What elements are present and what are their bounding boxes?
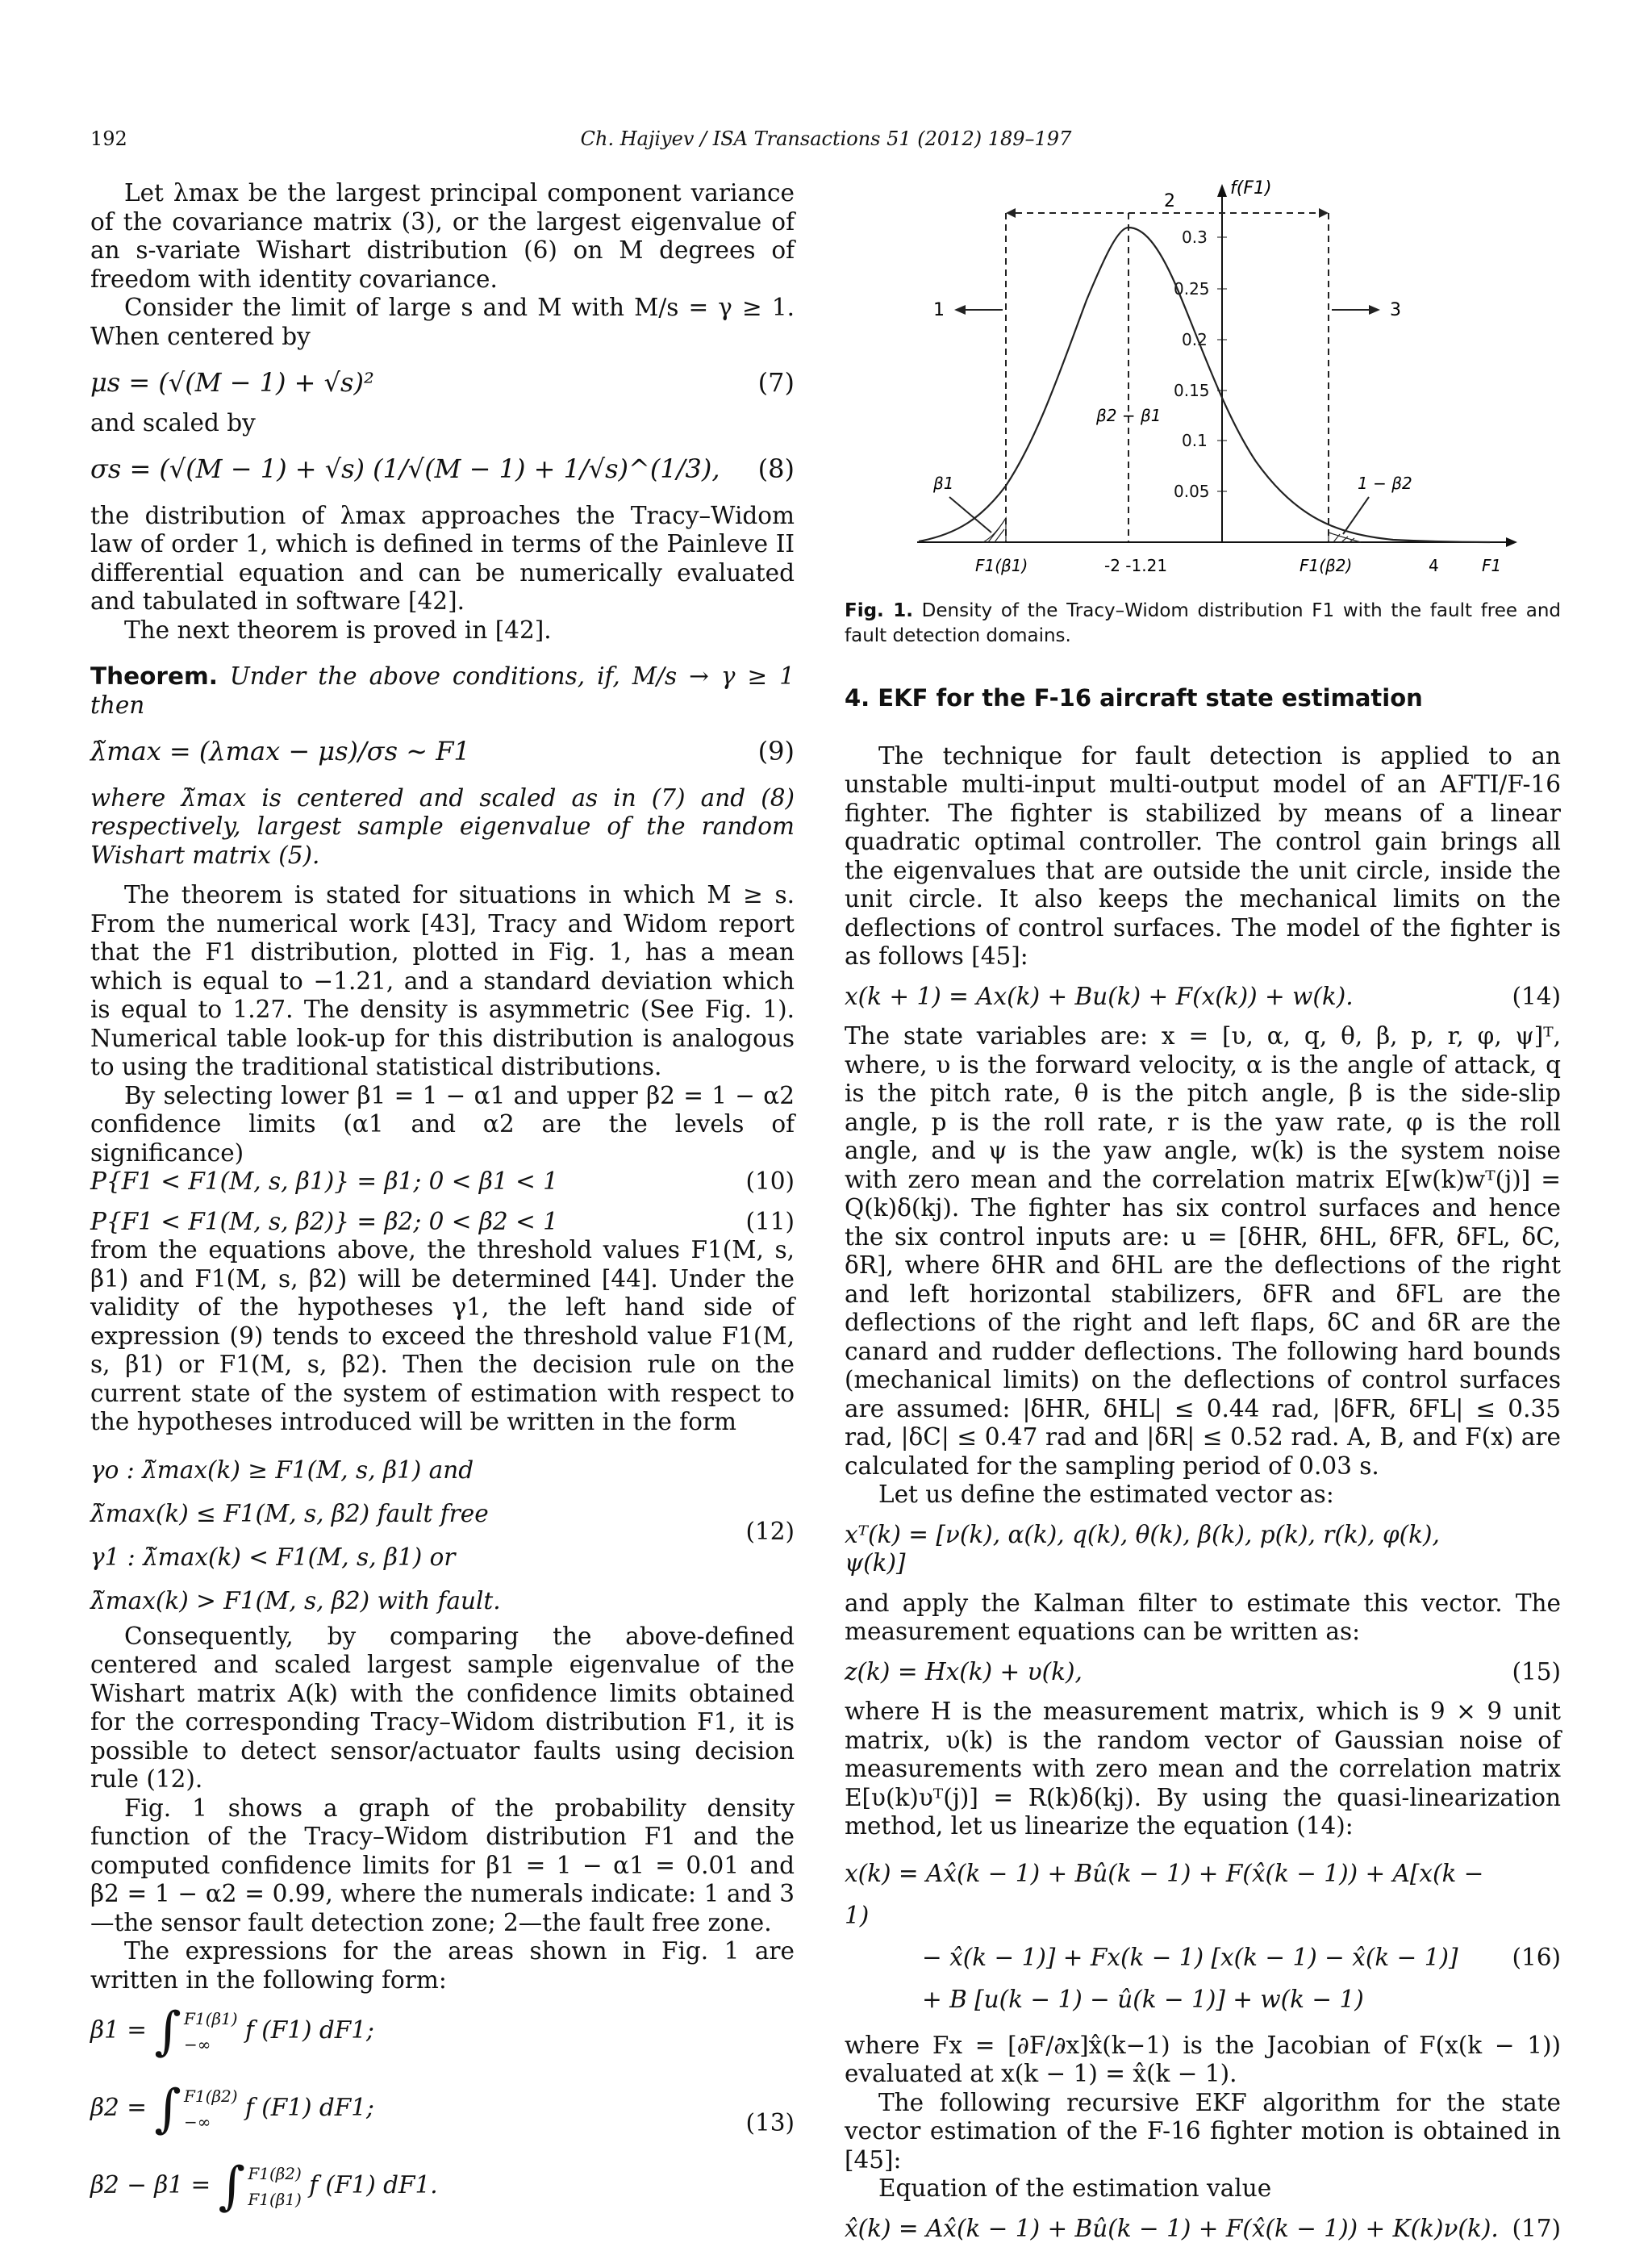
paragraph: The following recursive EKF algorithm for the state vector estimation of the F-16 fighter motion is obtained in [45]: bbox=[845, 2089, 1561, 2175]
density-plot bbox=[845, 179, 1561, 599]
y-tick-label: 0.15 bbox=[1174, 381, 1210, 400]
figure-1 bbox=[845, 179, 1561, 599]
equation-16 bbox=[845, 1852, 1561, 2020]
y-axis-label: f(F1) bbox=[1230, 179, 1272, 198]
paragraph: The next theorem is proved in [42]. bbox=[90, 616, 795, 645]
x-tick-label: 4 bbox=[1429, 556, 1439, 575]
y-tick-label: 0.1 bbox=[1182, 431, 1208, 450]
equation-number: (17) bbox=[1512, 2215, 1561, 2243]
equation-number: (15) bbox=[1512, 1658, 1561, 1687]
paragraph: The technique for fault detection is applied to an unstable multi-input multi-output model of an AFTI/F-16 fighter. The fighter is stabilized by means of a linear quadratic optimal controller. The control gain brings all the eigenvalues that are outside the unit circle, inside the unit circle. It also keeps the mechanical limits on the deflections of control surfaces. The model of the fighter is as follows [45]: bbox=[845, 742, 1561, 971]
x-tick-label: F1(β1) bbox=[975, 556, 1028, 575]
y-tick-label: 0.05 bbox=[1174, 482, 1210, 501]
paragraph: Consider the limit of large s and M with M/s = γ ≥ 1. When centered by bbox=[90, 294, 795, 351]
equation-body: x̂(k) = Ax̂(k − 1) + Bû(k − 1) + F(x̂(k − 1)) + K(k)ν(k). bbox=[845, 2215, 1499, 2242]
paragraph: and scaled by bbox=[90, 409, 795, 438]
y-axis-arrow bbox=[1217, 184, 1227, 197]
integral-limits bbox=[248, 2161, 302, 2212]
paragraph: the distribution of λmax approaches the Tracy–Widom law of order 1, which is defined in terms of the Painleve II differential equation and can be numerically evaluated and tabulated in software [42]. bbox=[90, 502, 795, 616]
x-tick-label: -2 -1.21 bbox=[1104, 556, 1167, 575]
left-tail-region bbox=[983, 518, 1006, 542]
equation-body: xᵀ(k) = [ν(k), α(k), q(k), θ(k), β(k), p(k), r(k), φ(k), ψ(k)] bbox=[845, 1521, 1440, 1577]
equation-17 bbox=[845, 2215, 1561, 2243]
paragraph: and apply the Kalman filter to estimate this vector. The measurement equations can be written as: bbox=[845, 1589, 1561, 1647]
equation-8 bbox=[90, 455, 795, 484]
y-tick-label: 0.25 bbox=[1174, 279, 1210, 299]
equation-number: (7) bbox=[758, 369, 795, 398]
equation-body: z(k) = Hx(k) + υ(k), bbox=[845, 1658, 1083, 1685]
paragraph: where Fx = [∂F/∂x]x̂(k−1) is the Jacobian of F(x(k − 1)) evaluated at x(k − 1) = x̂(k − 1). bbox=[845, 2032, 1561, 2089]
equation-number: (10) bbox=[745, 1167, 795, 1197]
lower-limit: −∞ bbox=[184, 2032, 238, 2057]
integral-limits bbox=[184, 2006, 238, 2057]
upper-limit: F1(β2) bbox=[184, 2083, 238, 2109]
integral-limits bbox=[184, 2083, 238, 2135]
upper-limit: F1(β2) bbox=[248, 2161, 302, 2187]
equation-number: (8) bbox=[758, 455, 795, 484]
y-ticks bbox=[1174, 228, 1227, 501]
equation-number: (16) bbox=[1512, 1936, 1561, 1978]
equation-15 bbox=[845, 1658, 1561, 1687]
region-label: β1 bbox=[932, 474, 954, 493]
paragraph: Let λmax be the largest principal component variance of the covariance matrix (3), or the largest eigenvalue of an s-variate Wishart distribution (6) on M degrees of freedom with identity covariance. bbox=[90, 179, 795, 294]
region-label: β2 − β1 bbox=[1095, 406, 1161, 425]
integral-sign: ∫ bbox=[154, 2002, 181, 2061]
equation-number: (9) bbox=[758, 737, 795, 766]
x-tick-label: F1(β2) bbox=[1299, 556, 1352, 575]
left-column bbox=[90, 179, 795, 2238]
theorem bbox=[90, 662, 795, 720]
paragraph: from the equations above, the threshold values F1(M, s, β1) and F1(M, s, β2) will be determined [44]. Under the validity of the hypotheses γ1, the left hand side of expression (9) tends to exceed the threshold value F1(M, s, β1) or F1(M, s, β2). Then the decision rule on the current state of the system of estimation with respect to the hypotheses introduced will be written in the form bbox=[90, 1236, 795, 1437]
equation-12 bbox=[90, 1448, 795, 1623]
integrand: f (F1) dF1. bbox=[309, 2171, 437, 2199]
theorem-text: Under the above conditions, if, M/s → γ ≥ 1 then bbox=[90, 662, 795, 719]
equation-10 bbox=[90, 1167, 795, 1197]
integral-sign: ∫ bbox=[219, 2157, 245, 2216]
lower-limit: F1(β1) bbox=[248, 2187, 302, 2212]
integral-line bbox=[90, 2083, 738, 2161]
y-tick-label: 0.2 bbox=[1182, 330, 1208, 349]
integral-lhs: β2 − β1 = bbox=[90, 2171, 211, 2199]
y-tick-label: 0.3 bbox=[1182, 228, 1208, 247]
journal-citation: Ch. Hajiyev / ISA Transactions 51 (2012) 189–197 bbox=[90, 127, 1562, 150]
equation-line: − x̂(k − 1)] + Fx(k − 1) [x(k − 1) − x̂(k − 1)] bbox=[845, 1936, 1504, 1978]
equation-14 bbox=[845, 983, 1561, 1012]
paragraph: Let us define the estimated vector as: bbox=[845, 1481, 1561, 1510]
region-label: 1 − β2 bbox=[1358, 474, 1412, 493]
paragraph: The expressions for the areas shown in Fig. 1 are written in the following form: bbox=[90, 1937, 795, 1994]
zone-label: 3 bbox=[1390, 300, 1401, 320]
equation-line: λ̃max(k) ≤ F1(M, s, β2) fault free bbox=[90, 1492, 738, 1535]
paragraph: Consequently, by comparing the above-defined centered and scaled largest sample eigenvalue of the Wishart matrix A(k) with the confidence limits obtained for the corresponding Tracy–Widom distribution F1, it is possible to detect sensor/actuator faults using decision rule (12). bbox=[90, 1623, 795, 1794]
lower-limit: −∞ bbox=[184, 2109, 238, 2135]
equation-state-vector bbox=[845, 1521, 1561, 1578]
equation-number: (12) bbox=[745, 1510, 795, 1553]
equation-7 bbox=[90, 369, 795, 398]
equation-number: (11) bbox=[745, 1208, 795, 1237]
integral-sign: ∫ bbox=[154, 2079, 181, 2139]
running-header bbox=[90, 127, 1562, 157]
paragraph: Fig. 1 shows a graph of the probability density function of the Tracy–Widom distribution F1 and the computed confidence limits for β1 = 1 − α1 = 0.01 and β2 = 1 − α2 = 0.99, where the numerals indicate: 1 and 3—the sensor fault detection zone; 2—the fault free zone. bbox=[90, 1794, 795, 1938]
paragraph: where H is the measurement matrix, which is 9 × 9 unit matrix, υ(k) is the random vector of Gaussian noise of measurements with zero mean and the correlation matrix E[υ(k)υᵀ(j)] = R(k)δ(kj). By using the quasi-linearization method, let us linearize the equation (14): bbox=[845, 1698, 1561, 1841]
integral-line bbox=[90, 2006, 738, 2083]
equation-body: P{F1 < F1(M, s, β1)} = β1; 0 < β1 < 1 bbox=[90, 1167, 558, 1195]
theorem-continuation bbox=[90, 784, 795, 871]
equation-body: λ̃max = (λmax − μs)/σs ∼ F1 bbox=[90, 736, 470, 766]
integral-line bbox=[90, 2161, 738, 2238]
equation-9 bbox=[90, 737, 795, 766]
caption-label: Fig. 1. bbox=[845, 600, 913, 621]
equation-number: (13) bbox=[745, 2109, 795, 2138]
integrand: f (F1) dF1; bbox=[245, 2094, 374, 2121]
section-heading: 4. EKF for the F-16 aircraft state estimation bbox=[845, 684, 1561, 713]
paragraph: By selecting lower β1 = 1 − α1 and upper β2 = 1 − α2 confidence limits (α1 and α2 are the levels of significance) bbox=[90, 1082, 795, 1168]
paragraph: The state variables are: x = [υ, α, q, θ, β, p, r, φ, ψ]ᵀ, where, υ is the forward velocity, α is the angle of attack, q is the pitch rate, θ is the pitch angle, β is the side-slip angle, p is the roll rate, r is the yaw rate, φ is the roll angle, and ψ is the yaw angle, w(k) is the system noise with zero mean and the correlation matrix E[w(k)wᵀ(j)] = Q(k)δ(kj). The fighter has six control surfaces and hence the six control inputs are: u = [δHR, δHL, δFR, δFL, δC, δR], where δHR and δHL are the deflections of the right and left horizontal stabilizers, δFR and δFL are the deflections of the right and left flaps, δC and δR are the canard and rudder deflections. The following hard bounds (mechanical limits) on the deflections of control surfaces are assumed: |δHR, δHL| ≤ 0.44 rad, |δFR, δFL| ≤ 0.35 rad, |δC| ≤ 0.47 rad and |δR| ≤ 0.52 rad. A, B, and F(x) are calculated for the sampling period of 0.03 s. bbox=[845, 1022, 1561, 1481]
paragraph: The theorem is stated for situations in which M ≥ s. From the numerical work [43], Tracy and Widom report that the F1 distribution, plotted in Fig. 1, has a mean which is equal to −1.21, and a standard deviation which is equal to 1.27. The density is asymmetric (See Fig. 1). Numerical table look-up for this distribution is analogous to using the traditional statistical distributions. bbox=[90, 881, 795, 1082]
theorem-text: where λ̃max is centered and scaled as in (7) and (8) respectively, largest sample eigenvalue of the random Wishart matrix (5). bbox=[90, 784, 795, 869]
equation-line: x(k) = Ax̂(k − 1) + Bû(k − 1) + F(x̂(k − 1)) + A[x(k − 1) bbox=[845, 1852, 1504, 1936]
equation-body: σs = (√(M − 1) + √s) (1/√(M − 1) + 1/√s)^(1/3), bbox=[90, 453, 720, 484]
equation-body: x(k + 1) = Ax(k) + Bu(k) + F(x(k)) + w(k). bbox=[845, 983, 1354, 1010]
caption-text: Density of the Tracy–Widom distribution F1 with the fault free and fault detection domains. bbox=[845, 600, 1561, 646]
equation-line: λ̃max(k) > F1(M, s, β2) with fault. bbox=[90, 1579, 738, 1623]
equation-line: γo : λ̃max(k) ≥ F1(M, s, β1) and bbox=[90, 1448, 738, 1492]
integral-lhs: β2 = bbox=[90, 2094, 147, 2121]
equation-line: + B [u(k − 1) − û(k − 1)] + w(k − 1) bbox=[845, 1978, 1504, 2020]
integral-lhs: β1 = bbox=[90, 2016, 147, 2044]
zone-label: 1 bbox=[933, 300, 945, 320]
equation-number: (14) bbox=[1512, 983, 1561, 1012]
figure-caption bbox=[845, 599, 1561, 649]
equation-body: P{F1 < F1(M, s, β2)} = β2; 0 < β2 < 1 bbox=[90, 1208, 558, 1235]
paragraph: Equation of the estimation value bbox=[845, 2174, 1561, 2203]
page-number: 192 bbox=[90, 127, 127, 150]
equation-body: μs = (√(M − 1) + √s)² bbox=[90, 367, 374, 398]
equation-line: γ1 : λ̃max(k) < F1(M, s, β1) or bbox=[90, 1535, 738, 1579]
equation-11 bbox=[90, 1208, 795, 1237]
right-column bbox=[845, 179, 1561, 2243]
x-axis-arrow bbox=[1506, 537, 1517, 547]
upper-limit: F1(β1) bbox=[184, 2006, 238, 2032]
theorem-label: Theorem. bbox=[90, 662, 218, 690]
zone-label: 2 bbox=[1164, 191, 1175, 211]
x-axis-label: F1 bbox=[1482, 556, 1501, 575]
integrand: f (F1) dF1; bbox=[245, 2016, 374, 2044]
